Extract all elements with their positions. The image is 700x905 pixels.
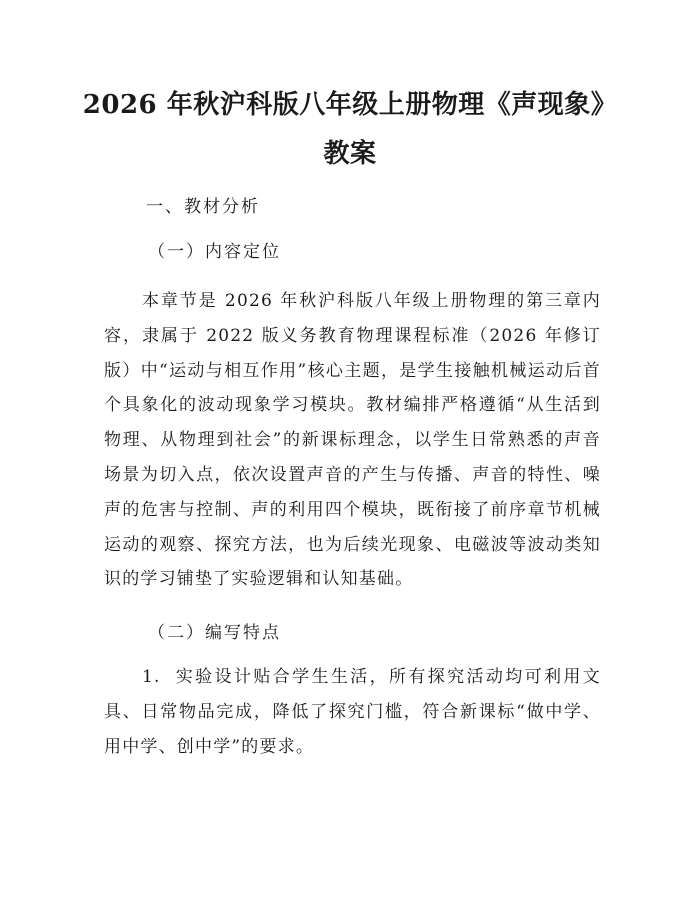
document-title-line2: 教案 [323,139,377,169]
list-item-text: 实验设计贴合学生生活，所有探究活动均可利用文具、日常物品完成，降低了探究门槛，符合新课标“做中学、用中学、创中学”的要求。 [104,667,601,757]
document-title-line1: 2026 年秋沪科版八年级上册物理《声现象》 [82,90,618,120]
subsection-heading-content-positioning: （一）内容定位 [148,242,281,262]
section-heading-textbook-analysis: 一、教材分析 [146,197,260,217]
subsection-heading-writing-features: （二）编写特点 [148,623,281,643]
list-item-number: 1. [142,667,161,687]
paragraph-content-positioning: 本章节是 2026 年秋沪科版八年级上册物理的第三章内容，隶属于 2022 版义务教育物理课程标准（2026 年修订版）中“运动与相互作用”核心主题，是学生接触机械运动后首个具象化的波动现象学习模块。教材编排严格遵循“从生活到物理、从物理到社会”的新课标理念，以学生日常熟悉的声音场景为切入点，依次设置声音的产生与传播、声音的特性、噪声的危害与控制、声的利用四个模块，既衔接了前序章节机械运动的观察、探究方法，也为后续光现象、电磁波等波动类知识的学习铺垫了实验逻辑和认知基础。 [104,291,601,590]
list-item [104,660,601,764]
